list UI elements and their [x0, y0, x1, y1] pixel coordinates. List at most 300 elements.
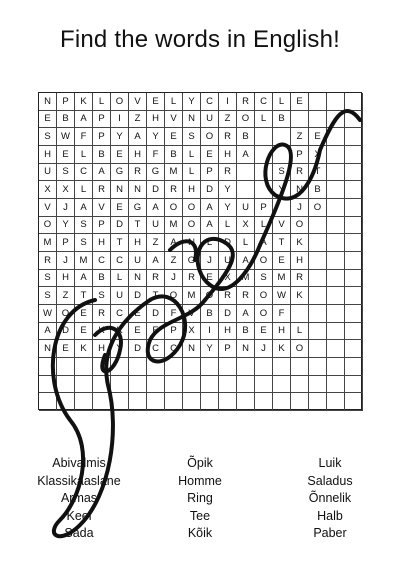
word-list-item: Armas: [60, 491, 98, 505]
grid-cell: B: [237, 323, 255, 341]
grid-cell: [345, 111, 363, 129]
grid-cell: [255, 146, 273, 164]
grid-cell: [327, 305, 345, 323]
grid-cell: G: [183, 252, 201, 270]
grid-cell: [345, 270, 363, 288]
grid-cell: [345, 146, 363, 164]
grid-cell: [75, 358, 93, 376]
grid-cell: B: [93, 146, 111, 164]
grid-cell: M: [75, 252, 93, 270]
grid-cell: R: [237, 93, 255, 111]
grid-cell: O: [57, 305, 75, 323]
grid-cell: U: [111, 287, 129, 305]
grid-cell: A: [75, 111, 93, 129]
grid-cell: P: [93, 217, 111, 235]
grid-cell: R: [93, 305, 111, 323]
grid-cell: Z: [291, 128, 309, 146]
grid-cell: B: [165, 146, 183, 164]
grid-cell: H: [291, 252, 309, 270]
grid-cell: X: [219, 270, 237, 288]
grid-cell: [165, 376, 183, 394]
grid-cell: [255, 358, 273, 376]
grid-cell: [111, 358, 129, 376]
grid-cell: V: [165, 111, 183, 129]
grid-cell: U: [39, 164, 57, 182]
grid-cell: V: [93, 199, 111, 217]
grid-cell: B: [57, 111, 75, 129]
grid-cell: [327, 164, 345, 182]
grid-cell: [309, 287, 327, 305]
grid-cell: [273, 199, 291, 217]
grid-cell: H: [273, 323, 291, 341]
grid-cell: [309, 111, 327, 129]
grid-cell: L: [255, 111, 273, 129]
word-list-column-2: [135, 455, 265, 543]
grid-cell: T: [129, 217, 147, 235]
grid-cell: J: [57, 252, 75, 270]
grid-cell: [255, 181, 273, 199]
grid-cell: S: [273, 164, 291, 182]
word-list-item: Ring: [187, 491, 213, 505]
grid-cell: [327, 323, 345, 341]
grid-cell: O: [291, 217, 309, 235]
grid-cell: E: [57, 340, 75, 358]
grid-cell: O: [255, 252, 273, 270]
grid-cell: H: [219, 146, 237, 164]
grid-cell: M: [39, 234, 57, 252]
grid-cell: V: [39, 199, 57, 217]
grid-cell: O: [201, 128, 219, 146]
grid-cell: [237, 164, 255, 182]
grid-cell: L: [93, 93, 111, 111]
grid-cell: E: [39, 111, 57, 129]
grid-cell: E: [309, 128, 327, 146]
grid-cell: Z: [57, 287, 75, 305]
word-list-item: Paber: [313, 526, 347, 540]
grid-cell: M: [165, 217, 183, 235]
word-list-item: Klassikaaslane: [37, 473, 121, 488]
grid-cell: E: [291, 93, 309, 111]
grid-cell: [345, 252, 363, 270]
grid-cell: [219, 393, 237, 411]
grid-cell: U: [147, 217, 165, 235]
grid-cell: E: [129, 305, 147, 323]
grid-cell: [147, 358, 165, 376]
grid-cell: [75, 393, 93, 411]
grid-cell: X: [57, 181, 75, 199]
grid-cell: S: [75, 217, 93, 235]
grid-cell: W: [273, 287, 291, 305]
grid-cell: [147, 376, 165, 394]
grid-cell: D: [219, 234, 237, 252]
grid-cell: J: [201, 252, 219, 270]
word-list-item: Õpik: [187, 456, 213, 470]
page-title: Find the words in English!: [59, 26, 340, 53]
grid-cell: E: [147, 323, 165, 341]
grid-cell: [345, 199, 363, 217]
grid-cell: [111, 376, 129, 394]
grid-cell: X: [183, 323, 201, 341]
grid-cell: A: [201, 217, 219, 235]
grid-cell: L: [219, 217, 237, 235]
grid-cell: S: [255, 270, 273, 288]
grid-cell: O: [183, 199, 201, 217]
grid-cell: Y: [273, 181, 291, 199]
grid-cell: H: [183, 181, 201, 199]
grid-cell: [345, 128, 363, 146]
grid-cell: K: [111, 323, 129, 341]
grid-cell: P: [57, 93, 75, 111]
grid-cell: S: [93, 287, 111, 305]
grid-cell: [75, 376, 93, 394]
grid-cell: Z: [219, 111, 237, 129]
grid-cell: N: [183, 234, 201, 252]
grid-cell: W: [39, 305, 57, 323]
grid-cell: [327, 146, 345, 164]
grid-cell: K: [273, 340, 291, 358]
grid-cell: E: [57, 146, 75, 164]
grid-cell: L: [255, 217, 273, 235]
grid-cell: M: [273, 270, 291, 288]
grid-cell: A: [147, 252, 165, 270]
grid-cell: X: [309, 146, 327, 164]
grid-cell: [147, 393, 165, 411]
word-list-item: Abivalmis: [52, 456, 106, 470]
grid-cell: Y: [111, 340, 129, 358]
grid-cell: [291, 305, 309, 323]
grid-cell: [327, 234, 345, 252]
grid-cell: O: [165, 287, 183, 305]
grid-cell: [309, 234, 327, 252]
grid-cell: P: [93, 128, 111, 146]
grid-cell: R: [237, 287, 255, 305]
grid-cell: O: [291, 340, 309, 358]
grid-cell: B: [273, 111, 291, 129]
grid-cell: [291, 393, 309, 411]
grid-cell: [237, 393, 255, 411]
grid-cell: L: [183, 146, 201, 164]
grid-cell: [345, 358, 363, 376]
grid-cell: [309, 252, 327, 270]
grid-cell: R: [291, 270, 309, 288]
grid-cell: C: [93, 252, 111, 270]
grid-cell: [309, 270, 327, 288]
grid-cell: S: [39, 270, 57, 288]
grid-cell: E: [165, 128, 183, 146]
grid-cell: [273, 393, 291, 411]
grid-cell: E: [75, 323, 93, 341]
grid-cell: M: [237, 270, 255, 288]
grid-cell: E: [111, 146, 129, 164]
grid-cell: L: [165, 93, 183, 111]
grid-cell: F: [75, 128, 93, 146]
grid-cell: [327, 252, 345, 270]
grid-cell: A: [75, 270, 93, 288]
grid-cell: T: [309, 164, 327, 182]
grid-cell: A: [147, 199, 165, 217]
grid-cell: G: [111, 164, 129, 182]
grid-cell: [345, 376, 363, 394]
word-list-item: Halb: [317, 508, 343, 523]
grid-cell: G: [147, 164, 165, 182]
grid-cell: O: [309, 199, 327, 217]
grid-cell: [237, 358, 255, 376]
grid-cell: N: [39, 93, 57, 111]
grid-cell: E: [75, 305, 93, 323]
grid-cell: S: [39, 128, 57, 146]
grid-cell: Z: [129, 111, 147, 129]
grid-cell: [201, 358, 219, 376]
grid-cell: [201, 393, 219, 411]
grid-cell: [255, 164, 273, 182]
grid-cell: Y: [57, 217, 75, 235]
grid-cell: D: [147, 181, 165, 199]
grid-cell: K: [75, 93, 93, 111]
grid-cell: I: [219, 93, 237, 111]
grid-cell: [291, 111, 309, 129]
grid-cell: D: [129, 287, 147, 305]
grid-cell: N: [183, 111, 201, 129]
grid-cell: C: [255, 93, 273, 111]
grid-cell: P: [219, 340, 237, 358]
grid-cell: C: [111, 305, 129, 323]
grid-cell: [327, 340, 345, 358]
grid-cell: [93, 393, 111, 411]
grid-cell: L: [111, 270, 129, 288]
grid-cell: O: [255, 305, 273, 323]
grid-cell: P: [93, 111, 111, 129]
grid-cell: B: [201, 305, 219, 323]
word-list-item: Saladus: [307, 473, 353, 488]
grid-cell: N: [291, 181, 309, 199]
grid-cell: [345, 340, 363, 358]
grid-cell: [255, 393, 273, 411]
grid-cell: [345, 323, 363, 341]
word-search-grid: [38, 92, 362, 410]
grid-cell: J: [57, 199, 75, 217]
grid-cell: [327, 199, 345, 217]
grid-cell: A: [39, 323, 57, 341]
grid-cell: L: [75, 146, 93, 164]
grid-cell: [327, 111, 345, 129]
grid-cell: [309, 93, 327, 111]
grid-cell: V: [129, 93, 147, 111]
grid-cell: [39, 393, 57, 411]
grid-cell: D: [147, 305, 165, 323]
grid-cell: E: [201, 270, 219, 288]
grid-cell: [129, 358, 147, 376]
grid-cell: R: [219, 164, 237, 182]
grid-cell: H: [93, 340, 111, 358]
grid-cell: P: [255, 199, 273, 217]
grid-cell: R: [147, 270, 165, 288]
grid-cell: [111, 393, 129, 411]
grid-cell: O: [111, 93, 129, 111]
grid-cell: [165, 393, 183, 411]
grid-cell: A: [255, 234, 273, 252]
grid-cell: C: [75, 164, 93, 182]
grid-cell: [345, 164, 363, 182]
grid-cell: R: [129, 164, 147, 182]
grid-cell: [219, 358, 237, 376]
grid-cell: V: [273, 217, 291, 235]
grid-cell: C: [147, 340, 165, 358]
grid-cell: B: [237, 128, 255, 146]
grid-cell: [327, 358, 345, 376]
grid-cell: [39, 358, 57, 376]
grid-cell: J: [165, 270, 183, 288]
grid-cell: H: [129, 234, 147, 252]
grid-cell: U: [219, 252, 237, 270]
grid-cell: N: [39, 340, 57, 358]
grid-cell: [273, 376, 291, 394]
grid-cell: Y: [201, 340, 219, 358]
grid-cell: E: [129, 323, 147, 341]
grid-cell: H: [39, 146, 57, 164]
grid-cell: Y: [183, 93, 201, 111]
grid-cell: T: [75, 287, 93, 305]
grid-cell: [93, 358, 111, 376]
grid-cell: [345, 234, 363, 252]
grid-cell: L: [291, 323, 309, 341]
grid-cell: N: [129, 270, 147, 288]
grid-cell: X: [237, 217, 255, 235]
grid-cell: C: [111, 252, 129, 270]
grid-cell: E: [255, 323, 273, 341]
word-list-item: Kõik: [187, 526, 213, 540]
grid-cell: R: [165, 181, 183, 199]
grid-cell: A: [237, 305, 255, 323]
grid-cell: O: [39, 217, 57, 235]
grid-cell: [327, 217, 345, 235]
grid-cell: N: [237, 340, 255, 358]
grid-cell: R: [183, 270, 201, 288]
grid-cell: D: [111, 217, 129, 235]
grid-cell: [237, 181, 255, 199]
grid-cell: [327, 376, 345, 394]
grid-cell: F: [165, 305, 183, 323]
grid-cell: A: [165, 234, 183, 252]
grid-cell: R: [93, 181, 111, 199]
grid-cell: K: [291, 234, 309, 252]
word-list-column-1: [14, 455, 144, 543]
grid-cell: U: [201, 111, 219, 129]
grid-cell: T: [111, 234, 129, 252]
grid-cell: R: [219, 287, 237, 305]
grid-cell: P: [201, 164, 219, 182]
grid-cell: B: [93, 270, 111, 288]
grid-cell: [345, 181, 363, 199]
grid-cell: U: [129, 252, 147, 270]
grid-cell: A: [75, 199, 93, 217]
grid-cell: H: [57, 270, 75, 288]
grid-cell: [327, 181, 345, 199]
grid-cell: O: [201, 287, 219, 305]
grid-cell: [129, 376, 147, 394]
grid-cell: [309, 323, 327, 341]
grid-cell: R: [39, 252, 57, 270]
grid-cell: [57, 376, 75, 394]
grid-cell: E: [111, 199, 129, 217]
grid-cell: M: [183, 287, 201, 305]
word-list-item: Keel: [66, 508, 92, 523]
grid-cell: I: [111, 111, 129, 129]
grid-cell: [327, 128, 345, 146]
grid-cell: Z: [165, 252, 183, 270]
grid-cell: [273, 146, 291, 164]
grid-cell: [309, 217, 327, 235]
grid-cell: [327, 93, 345, 111]
grid-cell: I: [201, 323, 219, 341]
grid-cell: K: [93, 323, 111, 341]
grid-cell: M: [165, 164, 183, 182]
word-list-item: Luik: [318, 456, 342, 470]
grid-cell: N: [183, 340, 201, 358]
grid-cell: [273, 128, 291, 146]
grid-cell: [219, 376, 237, 394]
grid-cell: A: [129, 128, 147, 146]
grid-cell: R: [291, 164, 309, 182]
grid-cell: A: [201, 199, 219, 217]
grid-cell: N: [111, 181, 129, 199]
word-list-column-3: [265, 455, 395, 543]
grid-cell: V: [183, 305, 201, 323]
grid-cell: E: [273, 252, 291, 270]
grid-cell: [183, 358, 201, 376]
grid-cell: [57, 358, 75, 376]
grid-cell: F: [147, 146, 165, 164]
grid-cell: [309, 376, 327, 394]
grid-cell: O: [255, 287, 273, 305]
grid-cell: B: [309, 181, 327, 199]
word-list-item: Sada: [64, 526, 94, 540]
grid-cell: [309, 393, 327, 411]
grid-cell: [291, 358, 309, 376]
grid-cell: L: [237, 234, 255, 252]
grid-cell: [309, 305, 327, 323]
grid-cell: [345, 305, 363, 323]
grid-cell: D: [201, 181, 219, 199]
grid-cell: U: [237, 199, 255, 217]
grid-cell: [309, 340, 327, 358]
grid-cell: H: [129, 146, 147, 164]
grid-cell: N: [129, 181, 147, 199]
grid-cell: [93, 376, 111, 394]
grid-cell: [345, 287, 363, 305]
grid-cell: [309, 358, 327, 376]
word-list: [0, 455, 400, 545]
grid-cell: E: [201, 146, 219, 164]
grid-cell: Y: [111, 128, 129, 146]
grid-cell: A: [237, 252, 255, 270]
grid-cell: O: [165, 199, 183, 217]
word-list-item: Õnnelik: [308, 491, 352, 505]
grid-cell: [273, 358, 291, 376]
grid-cell: Y: [219, 181, 237, 199]
grid-cell: [183, 393, 201, 411]
grid-cell: P: [57, 234, 75, 252]
grid-cell: [255, 376, 273, 394]
grid-cell: T: [147, 287, 165, 305]
grid-cell: D: [129, 340, 147, 358]
grid-cell: S: [57, 164, 75, 182]
grid-cell: D: [57, 323, 75, 341]
grid-cell: [183, 376, 201, 394]
grid-cell: P: [291, 146, 309, 164]
grid-cell: [255, 128, 273, 146]
grid-cell: [345, 93, 363, 111]
grid-cell: [39, 376, 57, 394]
